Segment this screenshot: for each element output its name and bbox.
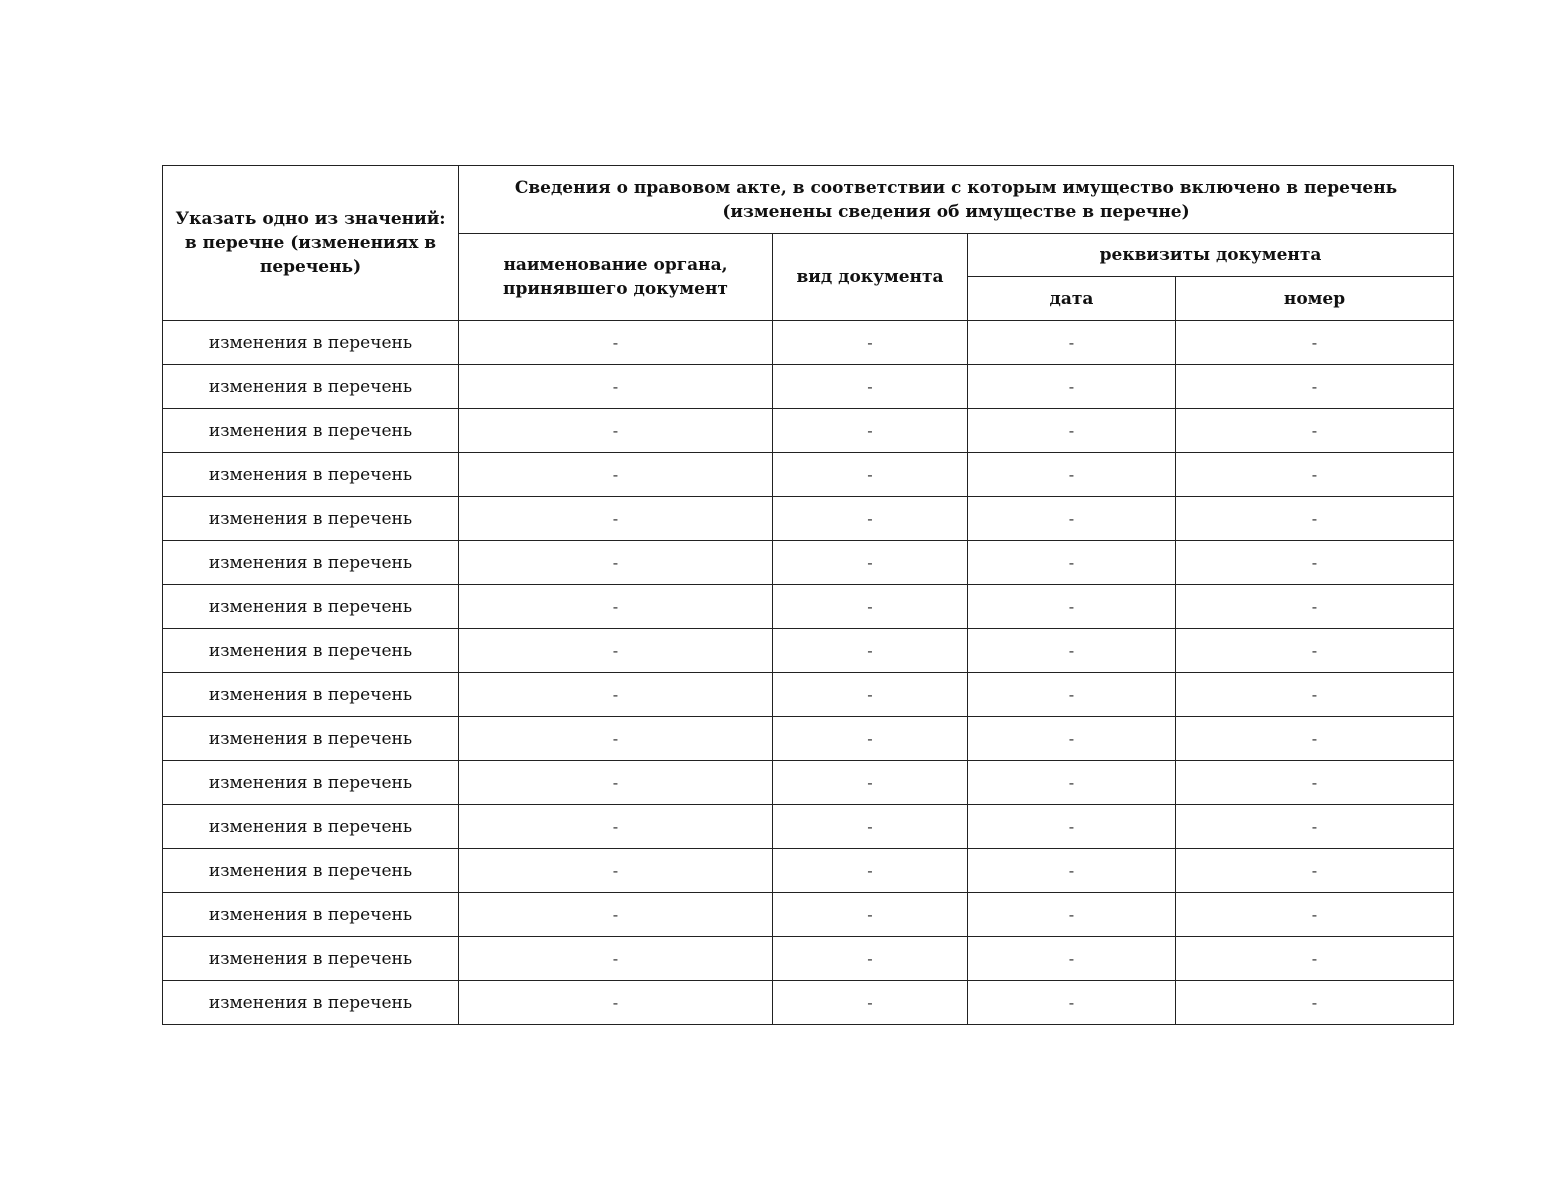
header-status-column: Указать одно из значений: в перечне (изменениях в перечень) [163,166,459,321]
row-number: - [1176,629,1454,673]
row-number: - [1176,937,1454,981]
header-number: номер [1176,277,1454,321]
header-document-requisites: реквизиты документа [968,234,1454,277]
row-date: - [968,453,1176,497]
row-date: - [968,497,1176,541]
row-status: изменения в перечень [163,541,459,585]
table-row [163,321,1454,365]
row-doc-type: - [773,849,968,893]
row-status: изменения в перечень [163,365,459,409]
table-row [163,937,1454,981]
row-doc-type: - [773,409,968,453]
row-number: - [1176,673,1454,717]
row-status: изменения в перечень [163,717,459,761]
row-organ: - [459,365,773,409]
row-number: - [1176,321,1454,365]
row-date: - [968,717,1176,761]
row-status: изменения в перечень [163,453,459,497]
row-number: - [1176,453,1454,497]
row-status: изменения в перечень [163,805,459,849]
row-number: - [1176,585,1454,629]
row-number: - [1176,717,1454,761]
row-status: изменения в перечень [163,585,459,629]
table-row [163,673,1454,717]
row-number: - [1176,849,1454,893]
row-status: изменения в перечень [163,497,459,541]
row-date: - [968,409,1176,453]
table-row [163,893,1454,937]
row-status: изменения в перечень [163,409,459,453]
row-date: - [968,541,1176,585]
row-doc-type: - [773,673,968,717]
table-header [163,166,1454,321]
row-status: изменения в перечень [163,937,459,981]
row-doc-type: - [773,321,968,365]
table-row [163,717,1454,761]
row-organ: - [459,937,773,981]
row-date: - [968,893,1176,937]
table-row [163,805,1454,849]
row-status: изменения в перечень [163,761,459,805]
row-organ: - [459,541,773,585]
row-status: изменения в перечень [163,321,459,365]
row-doc-type: - [773,629,968,673]
row-date: - [968,761,1176,805]
table-row [163,761,1454,805]
table-row [163,849,1454,893]
row-date: - [968,981,1176,1025]
row-number: - [1176,365,1454,409]
row-number: - [1176,497,1454,541]
row-date: - [968,629,1176,673]
row-doc-type: - [773,717,968,761]
row-status: изменения в перечень [163,849,459,893]
row-doc-type: - [773,541,968,585]
row-doc-type: - [773,893,968,937]
row-date: - [968,849,1176,893]
row-organ: - [459,321,773,365]
row-organ: - [459,893,773,937]
row-status: изменения в перечень [163,629,459,673]
table-row [163,629,1454,673]
table-row [163,453,1454,497]
row-status: изменения в перечень [163,893,459,937]
row-doc-type: - [773,453,968,497]
table-row [163,541,1454,585]
row-organ: - [459,981,773,1025]
row-date: - [968,365,1176,409]
row-doc-type: - [773,497,968,541]
row-organ: - [459,585,773,629]
row-organ: - [459,497,773,541]
row-doc-type: - [773,981,968,1025]
header-document-type: вид документа [773,234,968,321]
table-row [163,981,1454,1025]
row-date: - [968,585,1176,629]
legal-act-table [162,165,1454,1025]
row-organ: - [459,849,773,893]
row-organ: - [459,761,773,805]
row-doc-type: - [773,365,968,409]
table-row [163,585,1454,629]
row-date: - [968,805,1176,849]
row-number: - [1176,981,1454,1025]
row-date: - [968,673,1176,717]
row-date: - [968,321,1176,365]
row-organ: - [459,805,773,849]
row-status: изменения в перечень [163,673,459,717]
row-organ: - [459,629,773,673]
row-doc-type: - [773,805,968,849]
row-number: - [1176,409,1454,453]
row-number: - [1176,893,1454,937]
header-organ-name: наименование органа, принявшего документ [459,234,773,321]
row-organ: - [459,409,773,453]
row-date: - [968,937,1176,981]
row-doc-type: - [773,937,968,981]
row-number: - [1176,805,1454,849]
header-legal-act-group: Сведения о правовом акте, в соответствии с которым имущество включено в перечень (изменены сведения об имуществе в перечне) [459,166,1454,234]
row-number: - [1176,541,1454,585]
row-number: - [1176,761,1454,805]
row-organ: - [459,717,773,761]
row-doc-type: - [773,585,968,629]
header-date: дата [968,277,1176,321]
table-row [163,409,1454,453]
row-status: изменения в перечень [163,981,459,1025]
table-row [163,365,1454,409]
row-organ: - [459,673,773,717]
row-doc-type: - [773,761,968,805]
table-row [163,497,1454,541]
row-organ: - [459,453,773,497]
table-body [163,321,1454,1025]
